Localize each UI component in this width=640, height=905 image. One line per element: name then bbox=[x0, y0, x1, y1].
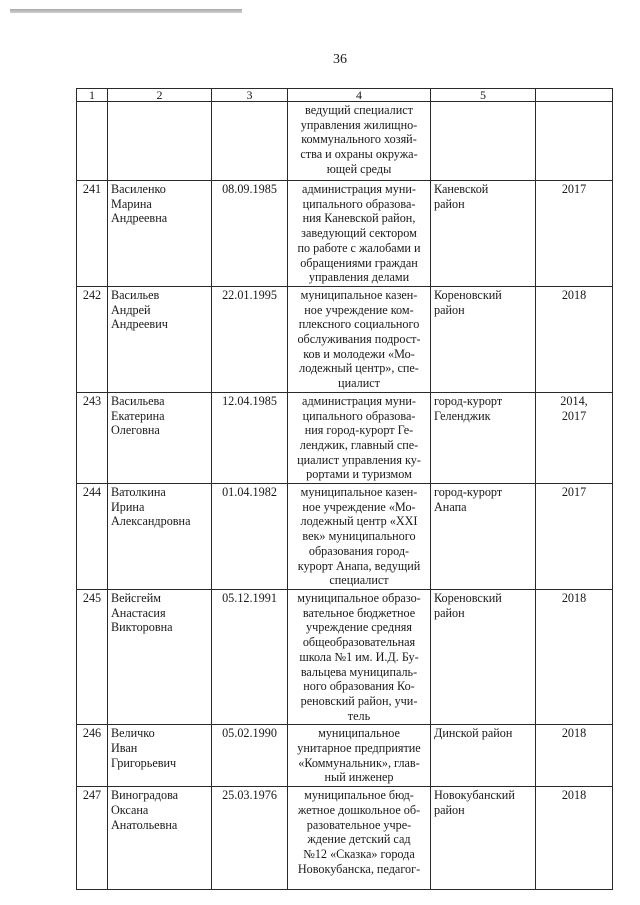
table-row bbox=[77, 589, 613, 724]
cell-number: 245 bbox=[77, 589, 108, 724]
page-number: 36 bbox=[333, 52, 347, 67]
cell-year: 2014, 2017 bbox=[536, 392, 613, 483]
cell-district: Кореновский район bbox=[431, 286, 536, 392]
cell-position: ведущий специалист управления жилищно- коммунального хозяй- ства и охраны окружа- ющей среды bbox=[288, 102, 431, 181]
header-col-5: 5 bbox=[431, 89, 536, 102]
cell-full-name: Вейсгейм Анастасия Викторовна bbox=[108, 589, 212, 724]
header-col-2: 2 bbox=[108, 89, 212, 102]
cell-district: Кореновский район bbox=[431, 589, 536, 724]
cell-position: муниципальное казен- ное учреждение ком- плексного социального обслуживания подрост- ков и молодежи «Мо- лодежный центр», спе- циалист bbox=[288, 286, 431, 392]
cell-birth-date: 05.02.1990 bbox=[212, 725, 288, 787]
cell-position: муниципальное образо- вательное бюджетное учреждение средняя общеобразовательная школа №1 им. И.Д. Бу- вальцева муниципаль- ного образования Ко- реновский район, учи- тель bbox=[288, 589, 431, 724]
cell-number: 247 bbox=[77, 787, 108, 890]
cell-position: муниципальное казен- ное учреждение «Мо- лодежный центр «XXI век» муниципального образования город- курорт Анапа, ведущий специалист bbox=[288, 484, 431, 590]
cell-position: муниципальное бюд- жетное дошкольное об- разовательное учре- ждение детский сад №12 «Сказка» города Новокубанска, педагог- bbox=[288, 787, 431, 890]
table-row bbox=[77, 484, 613, 590]
cell-position: администрация муни- ципального образова- ния Каневской район, заведующий сектором по работе с жалобами и обращениями граждан управления делами bbox=[288, 181, 431, 287]
cell-number: 243 bbox=[77, 392, 108, 483]
cell-year: 2018 bbox=[536, 787, 613, 890]
cell-number bbox=[77, 102, 108, 181]
cell-position: муниципальное унитарное предприятие «Коммунальник», глав- ный инженер bbox=[288, 725, 431, 787]
cell-year: 2017 bbox=[536, 181, 613, 287]
header-col-1: 1 bbox=[77, 89, 108, 102]
table-row bbox=[77, 787, 613, 890]
header-col-3: 3 bbox=[212, 89, 288, 102]
cell-full-name: Ватолкина Ирина Александровна bbox=[108, 484, 212, 590]
cell-district: город-курорт Геленджик bbox=[431, 392, 536, 483]
cell-district: Новокубанский район bbox=[431, 787, 536, 890]
cell-district bbox=[431, 102, 536, 181]
cell-position: администрация муни- ципального образова- ния город-курорт Ге- ленджик, главный спе- циалист управления ку- рортами и туризмом bbox=[288, 392, 431, 483]
cell-birth-date: 01.04.1982 bbox=[212, 484, 288, 590]
cell-year: 2018 bbox=[536, 589, 613, 724]
cell-year: 2017 bbox=[536, 484, 613, 590]
scan-artifact-bar bbox=[10, 9, 242, 13]
cell-number: 244 bbox=[77, 484, 108, 590]
table-row bbox=[77, 286, 613, 392]
table-row bbox=[77, 181, 613, 287]
cell-full-name: Величко Иван Григорьевич bbox=[108, 725, 212, 787]
cell-full-name: Васильев Андрей Андреевич bbox=[108, 286, 212, 392]
header-col-4: 4 bbox=[288, 89, 431, 102]
cell-birth-date: 22.01.1995 bbox=[212, 286, 288, 392]
cell-year: 2018 bbox=[536, 286, 613, 392]
cell-birth-date: 25.03.1976 bbox=[212, 787, 288, 890]
table-row bbox=[77, 392, 613, 483]
header-row bbox=[77, 89, 613, 102]
cell-number: 242 bbox=[77, 286, 108, 392]
table-row bbox=[77, 102, 613, 181]
cell-number: 246 bbox=[77, 725, 108, 787]
cell-year bbox=[536, 102, 613, 181]
cell-full-name: Виноградова Оксана Анатольевна bbox=[108, 787, 212, 890]
cell-district: город-курорт Анапа bbox=[431, 484, 536, 590]
cell-year: 2018 bbox=[536, 725, 613, 787]
cell-birth-date: 05.12.1991 bbox=[212, 589, 288, 724]
cell-number: 241 bbox=[77, 181, 108, 287]
cell-full-name: Василенко Марина Андреевна bbox=[108, 181, 212, 287]
cell-district: Динской район bbox=[431, 725, 536, 787]
table-row bbox=[77, 725, 613, 787]
cell-district: Каневской район bbox=[431, 181, 536, 287]
cell-birth-date: 12.04.1985 bbox=[212, 392, 288, 483]
cell-full-name: Васильева Екатерина Олеговна bbox=[108, 392, 212, 483]
cell-birth-date bbox=[212, 102, 288, 181]
header-col-6 bbox=[536, 89, 613, 102]
registry-table bbox=[76, 88, 613, 890]
cell-full-name bbox=[108, 102, 212, 181]
cell-birth-date: 08.09.1985 bbox=[212, 181, 288, 287]
